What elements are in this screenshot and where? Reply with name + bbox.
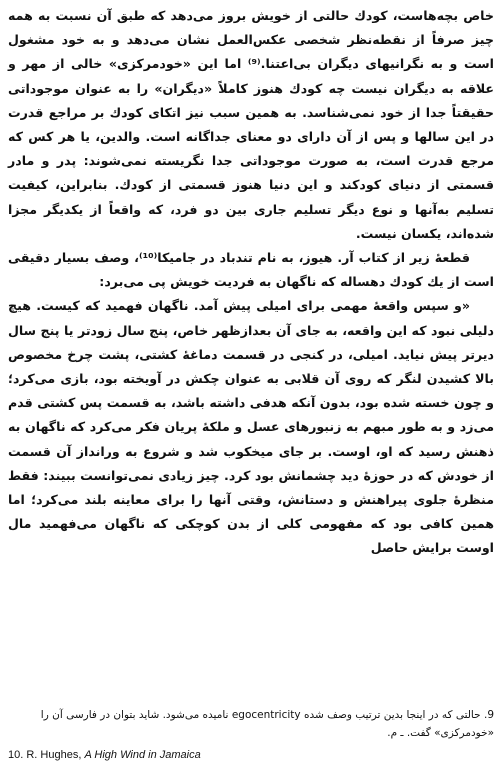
footnote-10-title: A High Wind in Jamaica <box>84 749 201 761</box>
footnotes <box>8 706 494 764</box>
footnote-9: 9. حالتی که در اینجا بدین ترتیب وصف شده egocentricity نامیده می‌شود. شاید بتوان در فارسی آن را «خودمرکزی» گفت. ـ م. <box>40 709 494 739</box>
body-text <box>8 4 494 561</box>
paragraph-2: قطعهٔ زیر از کتاب آر. هیوز، به نام تندباد در جامیکا⁽¹⁰⁾، وصف بسیار دقیقی است از یك کودك دهساله که ناگهان به فردیت خویش پی می‌برد: <box>8 250 494 290</box>
footnote-10-author: 10. R. Hughes, <box>8 749 85 761</box>
paragraph-1: خاص بچه‌هاست، کودك حالتی از خویش بروز می‌دهد که طبق آن نسبت به همه چیز صرفاً از نقطه‌نظر شخصی عکس‌العمل نشان می‌دهد و به خود مشغول است و به نگرانیهای دیگران بی‌اعتنا.⁽⁹⁾ اما این «خودمرکزی» خالی از مهر و علاقه به دیگران نیست چه کودك هنوز کاملاً «دیگران» را به عنوان موجوداتی حقیقتاً جدا از خود نمی‌شناسد. به همین سبب نیز اتکای کودك بر مراجع قدرت در این سالها و پس از آن دارای دو معنای جداگانه است. والدین، یا هر کس که مرجع قدرت است، به صورت موجوداتی جدا نگریسته نمی‌شوند: پدر و مادر قسمتی از دنیای کودکند و این دنیا هنوز قسمتی از کودك. بنابراین، کیفیت تسلیم به‌آنها و نوع دیگر تسلیم جاری بین دو فرد، که واقعاً از یکدیگر مجزا شده‌اند، یکسان نیست. <box>8 8 494 241</box>
footnote-10 <box>8 746 494 764</box>
paragraph-3-quote: «و سپس واقعهٔ مهمی برای امیلی پیش آمد. ناگهان فهمید که کیست. هیچ دلیلی نبود که این واقعه، به جای آن بعدازظهر خاص، پنج سال زودتر یا پنج سال دیرتر پیش نیاید. امیلی، در کنجی در قسمت دماغهٔ کشتی، پشت چرخ مخصوص بالا کشیدن لنگر که روی آن قلابی به عنوان چکش در آویخته بود، بازی می‌کرد؛ و چون خسته شده بود، بدون آنکه هدفی داشته باشد، به قسمت پس کشتی قدم می‌زد و به طور مبهم به زنبورهای عسل و ملکهٔ پریان فکر می‌کرد که ناگهان به ذهنش رسید که او، اوست. بر جای میخکوب شد و شروع به ورانداز آن قسمت از خودش که در حوزهٔ دید چشمانش بود کرد. چیز زیادی نمی‌توانست ببیند: فقط منظرهٔ جلوی پیراهنش و دستانش، وقتی آنها را برای معاینه بلند می‌کرد؛ اما همین کافی بود که مفهومی کلی از بدن کوچکی که ناگهان می‌فهمید مال اوست برایش حاصل <box>8 298 494 556</box>
